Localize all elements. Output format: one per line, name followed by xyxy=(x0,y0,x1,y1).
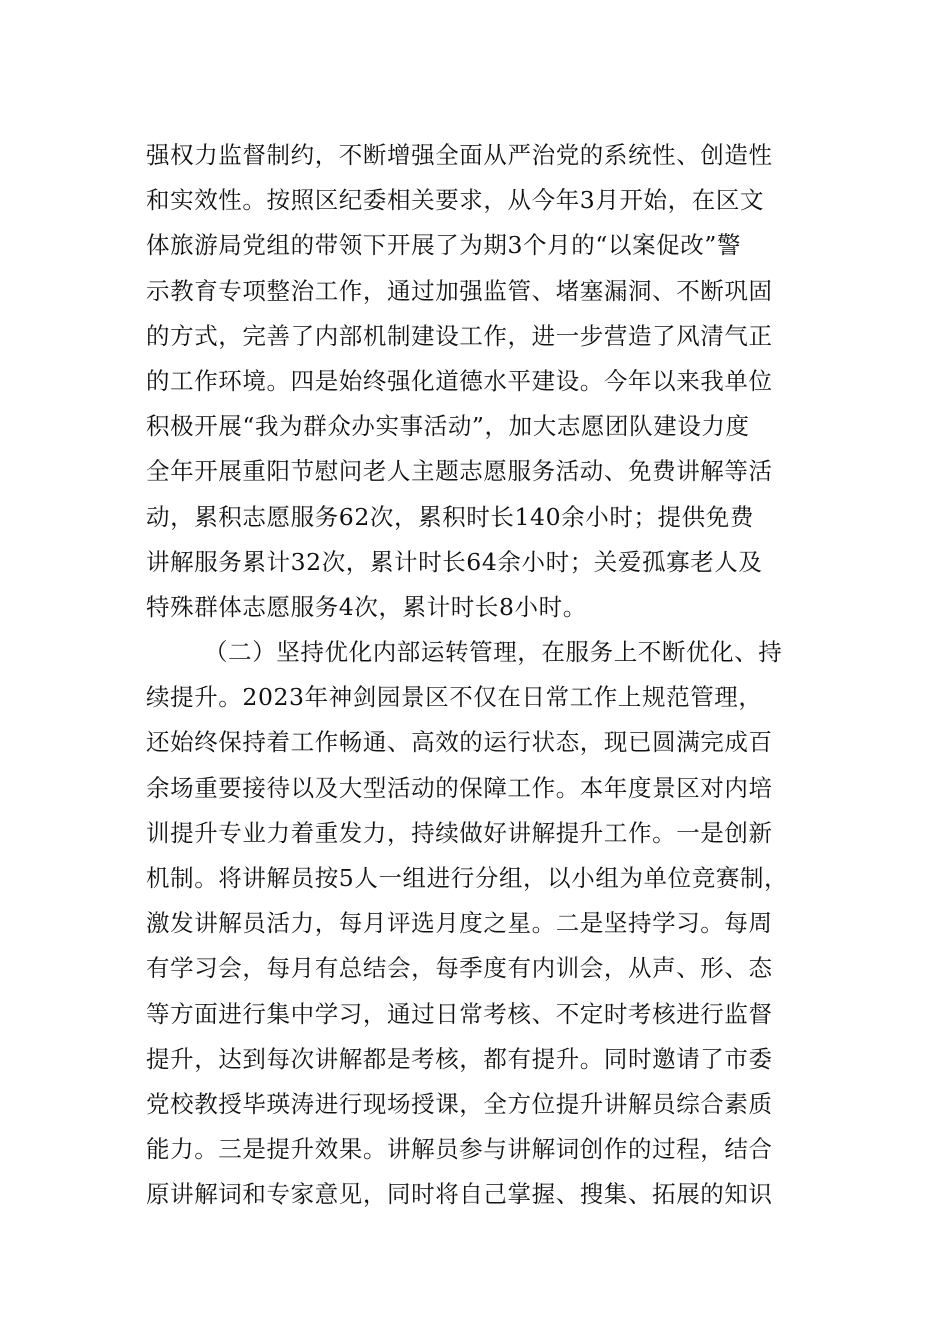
text-line: 有学习会，每月有总结会，每季度有内训会，从声、形、态 xyxy=(146,954,773,983)
text-line: 的方式，完善了内部机制建设工作，进一步营造了风清气正 xyxy=(146,321,773,350)
text-line: 等方面进行集中学习，通过日常考核、不定时考核进行监督 xyxy=(146,999,773,1028)
text-line: 余场重要接待以及大型活动的保障工作。本年度景区对内培 xyxy=(146,773,773,802)
text-line: 能力。三是提升效果。讲解员参与讲解词创作的过程，结合 xyxy=(146,1135,773,1164)
text-line: 积极开展“我为群众办实事活动”，加大志愿团队建设力度 xyxy=(146,412,750,441)
text-line: 党校教授毕瑛涛进行现场授课，全方位提升讲解员综合素质 xyxy=(146,1089,773,1118)
text-line: 机制。将讲解员按5人一组进行分组，以小组为单位竞赛制， xyxy=(146,864,789,892)
body-text xyxy=(146,133,826,1218)
section-heading-line: （二）坚持优化内部运转管理，在服务上不断优化、持 xyxy=(204,638,783,667)
text-line: 示教育专项整治工作，通过加强监管、堵塞漏洞、不断巩固 xyxy=(146,276,773,305)
text-line: 讲解服务累计32次，累计时长64余小时；关爱孤寡老人及 xyxy=(146,547,763,576)
text-line: 的工作环境。四是始终强化道德水平建设。今年以来我单位 xyxy=(146,366,773,395)
text-line: 训提升专业力着重发力，持续做好讲解提升工作。一是创新 xyxy=(146,818,773,847)
text-line: 激发讲解员活力，每月评选月度之星。二是坚持学习。每周 xyxy=(146,909,773,938)
text-line: 体旅游局党组的带领下开展了为期3个月的“以案促改”警 xyxy=(146,231,742,260)
text-line: 原讲解词和专家意见，同时将自己掌握、搜集、拓展的知识 xyxy=(146,1180,773,1209)
text-line: 续提升。2023年神剑园景区不仅在日常工作上规范管理， xyxy=(146,683,763,712)
text-line: 提升，达到每次讲解都是考核，都有提升。同时邀请了市委 xyxy=(146,1044,773,1073)
text-line: 和实效性。按照区纪委相关要求，从今年3月开始，在区文 xyxy=(146,186,765,215)
text-line: 动，累积志愿服务62次，累积时长140余小时；提供免费 xyxy=(146,502,754,531)
text-line: 强权力监督制约，不断增强全面从严治党的系统性、创造性 xyxy=(146,141,773,169)
text-line: 特殊群体志愿服务4次，累计时长8小时。 xyxy=(146,592,587,621)
text-line: 还始终保持着工作畅通、高效的运行状态，现已圆满完成百 xyxy=(146,728,773,757)
text-line: 全年开展重阳节慰问老人主题志愿服务活动、免费讲解等活 xyxy=(146,457,773,486)
